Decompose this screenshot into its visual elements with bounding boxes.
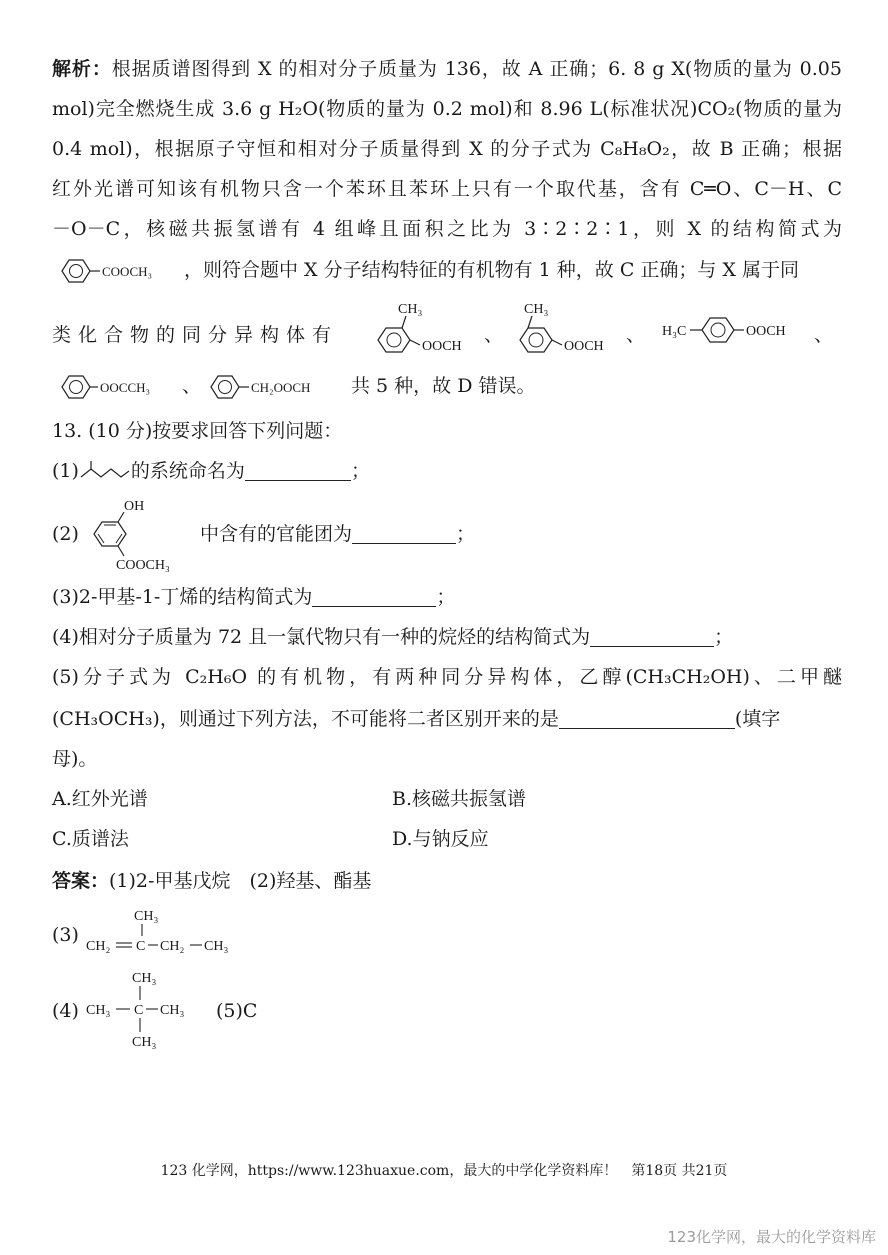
cooch3-label: COOCH₃	[102, 264, 153, 279]
answer-3-label: (3)	[52, 924, 79, 946]
separator: 、	[182, 375, 202, 397]
ooch-label: OOCH	[422, 339, 462, 354]
cooch3-label: COOCH₃	[116, 558, 170, 573]
ooch-label: OOCH	[746, 324, 786, 339]
q5-text-a: (CH₃OCH₃)，则通过下列方法，不可能将二者区别开来的是	[52, 708, 559, 730]
answer-blank[interactable]	[352, 523, 456, 544]
separator: 、	[626, 324, 646, 346]
question-3	[52, 584, 842, 610]
a3-ch2: CH₂	[86, 939, 111, 954]
a4-left: CH₃	[86, 1003, 111, 1018]
option-letter: A.	[52, 788, 72, 810]
punct: ；	[714, 626, 734, 648]
ch3-label: CH₃	[398, 302, 423, 317]
oh-label: OH	[124, 499, 145, 514]
a3-ch3b: CH₃	[204, 939, 229, 954]
option-a[interactable]	[52, 786, 148, 812]
isomer-ortho-structure	[368, 300, 480, 362]
analysis-text-8: 共 5 种，故 D 错误。	[351, 375, 536, 397]
punct: ；	[350, 460, 370, 482]
watermark: 123化学网，最大的化学资料库	[667, 1228, 876, 1246]
analysis-line-2: mol)完全燃烧生成 3.6 g H₂O(物质的量为 0.2 mol)和 8.96 L(标准状况)CO₂(物质的量为	[52, 98, 842, 120]
q4-text: (4)相对分子质量为 72 且一氯代物只有一种的烷烃的结构简式为	[52, 626, 591, 648]
benzyl-formate-structure	[201, 372, 351, 402]
option-b[interactable]	[392, 786, 526, 812]
a4-top: CH₃	[132, 971, 157, 986]
answer-4-structure	[86, 964, 196, 1054]
answer-text: (1)2-甲基戊烷 (2)羟基、酯基	[109, 870, 372, 892]
q1-text: 的系统命名为	[130, 460, 245, 482]
isomer-meta-structure	[510, 300, 622, 362]
q3-text: (3)2-甲基-1-丁烯的结构简式为	[52, 586, 313, 608]
page-footer: 123 化学网，https://www.123huaxue.com，最大的中学化学资料库！ 第18页 共21页	[160, 1163, 728, 1179]
analysis-line-8	[52, 372, 842, 402]
analysis-line-7: 类化合物的同分异构体有	[52, 324, 339, 346]
punct: ；	[436, 586, 456, 608]
analysis-label: 解析：	[52, 58, 112, 80]
answer-label: 答案：	[52, 870, 110, 892]
a4-c: C	[134, 1003, 144, 1018]
phenyl-acetate-structure	[52, 372, 182, 402]
question-1	[52, 458, 842, 484]
answer-3-structure	[86, 904, 256, 960]
question-4	[52, 624, 842, 650]
answer-blank[interactable]	[590, 626, 714, 647]
methyl-salicylate-structure	[84, 494, 196, 574]
option-text: 质谱法	[71, 828, 129, 850]
answer-line	[52, 868, 842, 894]
answer-blank[interactable]	[312, 586, 436, 607]
question-5-line-2	[52, 706, 842, 732]
benzene-cooch3-structure	[52, 256, 184, 286]
analysis-line-5: －O－C，核磁共振氢谱有 4 组峰且面积之比为 3∶2∶2∶1，则 X 的结构简式为	[52, 218, 842, 240]
option-text: 与钠反应	[412, 828, 489, 850]
analysis-line-3: 0.4 mol)，根据原子守恒和相对分子质量得到 X 的分子式为 C₈H₈O₂，故 B 正确；根据	[52, 138, 842, 160]
q5-text-b: (填字	[734, 708, 781, 730]
option-letter: D.	[392, 828, 413, 850]
oocch3-label: OOCCH₃	[100, 380, 151, 395]
answer-4-label: (4)	[52, 1000, 79, 1022]
question-header: 13. (10 分)按要求回答下列问题：	[52, 420, 343, 442]
option-text: 核磁共振氢谱	[412, 788, 527, 810]
isomer-para-structure	[660, 314, 808, 348]
option-text: 红外光谱	[71, 788, 148, 810]
question-5-line-1: (5)分子式为 C₂H₆O 的有机物，有两种同分异构体，乙醇(CH₃CH₂OH)、二甲醚	[52, 666, 842, 688]
punct: ；	[456, 523, 476, 545]
analysis-text-6: ，则符合题中 X 分子结构特征的有机物有 1 种，故 C 正确；与 X 属于同	[184, 259, 799, 281]
option-d[interactable]	[392, 826, 489, 852]
answer-blank[interactable]	[245, 460, 351, 481]
a4-right: CH₃	[160, 1003, 185, 1018]
answer-5: (5)C	[216, 1000, 258, 1022]
q1-prefix: (1)	[52, 460, 79, 482]
skeletal-structure	[79, 461, 131, 483]
analysis-line-4: 红外光谱可知该有机物只含一个苯环且苯环上只有一个取代基，含有 C═O、C－H、C	[52, 178, 842, 200]
analysis-line-1	[52, 56, 842, 82]
a3-ch2b: CH₂	[160, 939, 185, 954]
ch2ooch-label: CH₂OOCH	[251, 380, 311, 395]
answer-blank[interactable]	[559, 708, 735, 729]
h3c-label: H₃C	[662, 324, 687, 339]
a3-c: C	[136, 939, 146, 954]
ch3-label: CH₃	[524, 302, 549, 317]
q2-text: 中含有的官能团为	[200, 523, 353, 545]
question-2	[200, 521, 475, 547]
option-c[interactable]	[52, 826, 129, 852]
analysis-line-6	[52, 256, 842, 286]
a4-bottom: CH₃	[132, 1035, 157, 1050]
separator: 、	[484, 324, 504, 346]
separator: 、	[814, 324, 834, 346]
option-letter: C.	[52, 828, 72, 850]
ooch-label: OOCH	[564, 339, 604, 354]
option-letter: B.	[392, 788, 413, 810]
q2-prefix: (2)	[52, 523, 79, 545]
question-5-line-3: 母)。	[52, 748, 98, 770]
a3-ch3: CH₃	[134, 909, 159, 924]
analysis-text-1: 根据质谱图得到 X 的相对分子质量为 136，故 A 正确；6. 8 g X(物质的量为 0.05	[111, 58, 842, 80]
